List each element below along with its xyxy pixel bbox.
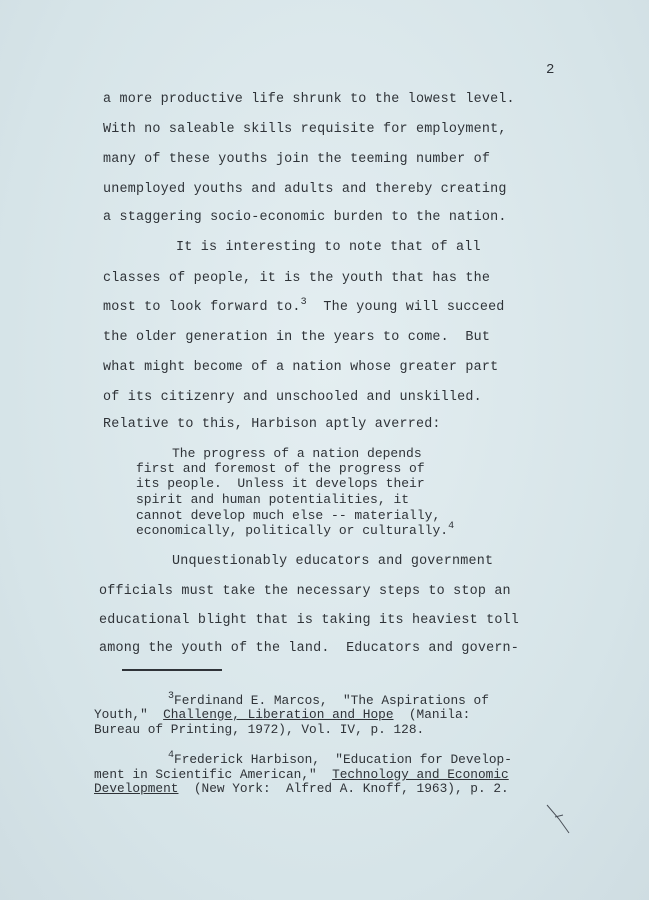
footnote-text: (New York: Alfred A. Knoff, 1963), p. 2. — [178, 781, 509, 796]
body-line: educational blight that is taking its heaviest toll — [99, 613, 520, 628]
body-line: Unquestionably educators and government — [172, 554, 494, 569]
footnote-marker: 4 — [168, 750, 175, 761]
footnote-4-line — [168, 752, 512, 767]
body-line: officials must take the necessary steps to stop an — [99, 584, 511, 599]
footnote-3-line — [168, 693, 489, 708]
footnote-text: ment in Scientific American," — [94, 767, 333, 782]
body-line: a more productive life shrunk to the lowest level. — [103, 92, 515, 107]
body-line: what might become of a nation whose greater part — [103, 360, 499, 375]
body-line: the older generation in the years to come. But — [103, 330, 491, 345]
footnote-text: Frederick Harbison, "Education for Develop- — [174, 752, 512, 767]
footnote-text: (Manila: — [393, 707, 471, 722]
footnote-4-line — [94, 767, 509, 782]
block-quote-line: first and foremost of the progress of — [136, 461, 425, 476]
footnote-separator — [122, 669, 222, 671]
block-quote-line: spirit and human potentialities, it — [136, 492, 410, 507]
quote-text: economically, politically or culturally. — [136, 523, 449, 538]
footnote-3-line — [94, 707, 470, 722]
footnote-text: Youth," — [94, 707, 164, 722]
footnote-ref-3: 3 — [300, 297, 307, 308]
body-line: many of these youths join the teeming number of — [103, 152, 491, 167]
body-line: It is interesting to note that of all — [176, 240, 481, 255]
footnote-title: Development — [94, 781, 179, 796]
block-quote-line: The progress of a nation depends — [172, 446, 422, 461]
footnote-text: Ferdinand E. Marcos, "The Aspirations of — [174, 693, 489, 708]
footnote-ref-4: 4 — [448, 521, 455, 532]
page-number: 2 — [546, 62, 555, 78]
body-text: The young will succeed — [323, 300, 505, 315]
block-quote-line: its people. Unless it develops their — [136, 476, 425, 491]
footnote-title: Challenge, Liberation and Hope — [163, 707, 394, 722]
block-quote-line: cannot develop much else -- materially, — [136, 508, 441, 523]
body-line — [103, 297, 505, 315]
body-text: most to look forward to. — [103, 300, 301, 315]
body-line: among the youth of the land. Educators and govern- — [99, 641, 520, 656]
body-line: of its citizenry and unschooled and unskilled. — [103, 390, 482, 405]
footnote-4-line — [94, 781, 509, 796]
pencil-mark — [545, 803, 571, 835]
footnote-marker: 3 — [168, 691, 175, 702]
body-line: unemployed youths and adults and thereby creating — [103, 182, 507, 197]
body-line: Relative to this, Harbison aptly averred: — [103, 417, 441, 432]
footnote-3-line: Bureau of Printing, 1972), Vol. IV, p. 128. — [94, 722, 425, 737]
body-line: classes of people, it is the youth that has the — [103, 271, 491, 286]
body-line: a staggering socio-economic burden to the nation. — [103, 210, 507, 225]
footnote-title: Technology and Economic — [332, 767, 509, 782]
block-quote-line — [136, 523, 454, 541]
body-line: With no saleable skills requisite for employment, — [103, 122, 507, 137]
